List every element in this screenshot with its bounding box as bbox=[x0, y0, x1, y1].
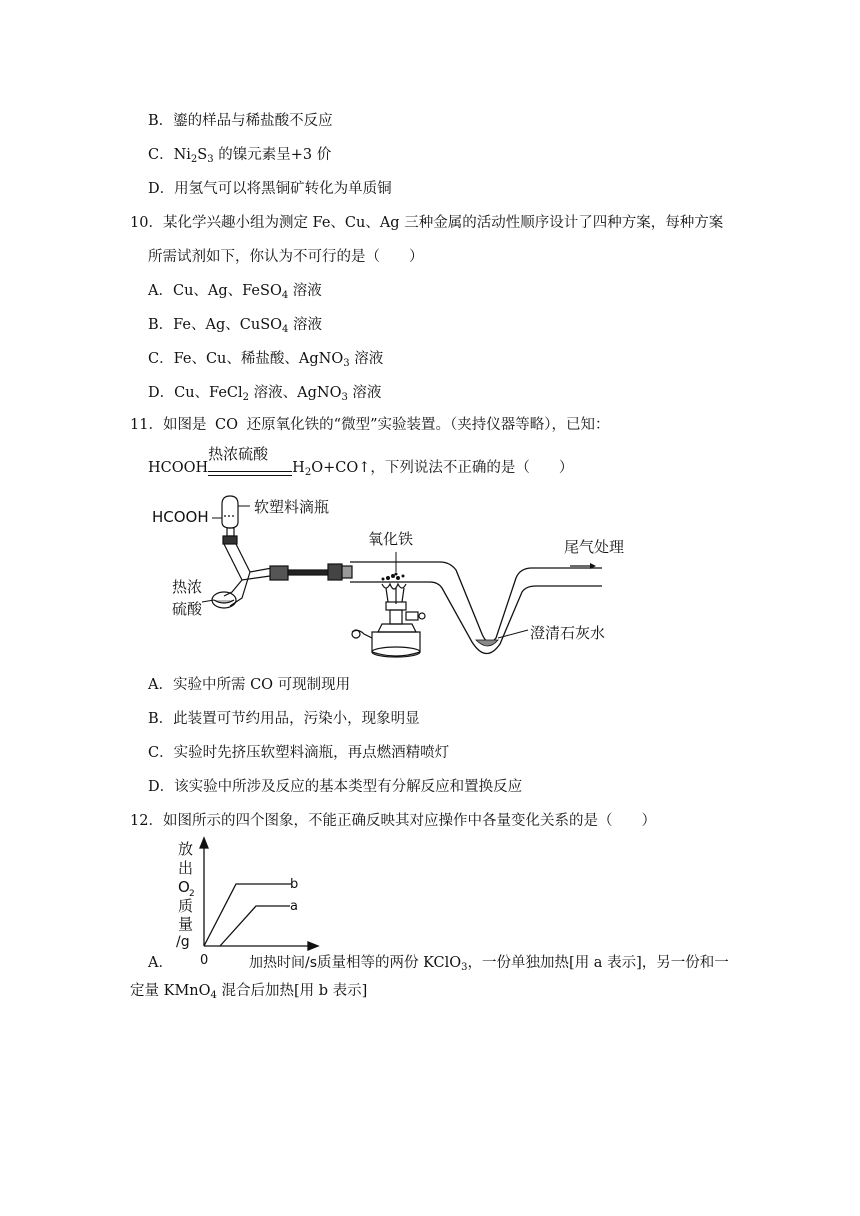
q12-option-a-line2: 定量 KMnO$_4$ 混合后加热[用 b 表示] bbox=[130, 983, 368, 1001]
graph-axes bbox=[200, 838, 318, 950]
series-a-line bbox=[220, 906, 290, 946]
label-limewater: 澄清石灰水 bbox=[530, 624, 606, 642]
series-b-label: b bbox=[290, 877, 299, 892]
label-hcooh: HCOOH bbox=[152, 508, 209, 526]
q11-option-d: D．该实验中所涉及反应的基本类型有分解反应和置换反应 bbox=[148, 779, 523, 795]
q12-option-a-line1: A． 加热时间/s质量相等的两份 KClO$_3$，一份单独加热[用 a 表示]，另一份和一 bbox=[148, 955, 729, 973]
rubber-connector bbox=[270, 564, 352, 580]
eq-reactant: HCOOH bbox=[148, 460, 209, 476]
iron-oxide-powder bbox=[382, 573, 405, 581]
label-dropper: 软塑料滴瓶 bbox=[254, 498, 330, 516]
limewater-pointer bbox=[498, 630, 528, 638]
label-tail-gas: 尾气处理 bbox=[564, 538, 625, 556]
soft-plastic-dropper-bottle bbox=[222, 496, 238, 536]
y-shaped-tube bbox=[212, 536, 272, 608]
q11-stem-line1: 11．如图是 CO 还原氧化铁的“微型”实验装置。（夹持仪器等略），已知： bbox=[130, 417, 610, 433]
label-fe2o3: 氧化铁 bbox=[368, 530, 414, 548]
o2-mass-vs-time-graph bbox=[170, 836, 320, 970]
y-label-char-3: O bbox=[178, 878, 190, 896]
origin-label: 0 bbox=[200, 953, 209, 968]
alcohol-spray-lamp bbox=[352, 584, 425, 657]
x-axis-label: 加热时间/s bbox=[248, 955, 317, 971]
y-label-char-2: 出 bbox=[178, 859, 194, 877]
y-label-char-1: 放 bbox=[178, 840, 194, 858]
y-label-unit: /g bbox=[176, 934, 190, 950]
limewater-liquid bbox=[476, 640, 498, 646]
series-a-label: a bbox=[290, 899, 298, 914]
y-label-subscript: 2 bbox=[189, 889, 195, 899]
q10-option-a: A．Cu、Ag、FeSO$_4$ 溶液 bbox=[148, 283, 322, 301]
q9-option-c: C．$Ni_2S_3$ 的镍元素呈+3 价 bbox=[148, 147, 332, 165]
q11-equation: HCOOH 热浓硫酸 $H_2O+CO↑$，下列说法不正确的是（ ） bbox=[148, 445, 574, 478]
label-acid-line1: 热浓 bbox=[172, 578, 203, 596]
q12-stem: 12．如图所示的四个图象，不能正确反映其对应操作中各量变化关系的是（ ） bbox=[130, 813, 656, 829]
y-label-char-5: 量 bbox=[178, 915, 194, 933]
q9-option-b: B．鎏的样品与稀盐酸不反应 bbox=[148, 113, 333, 129]
q9-option-d: D．用氢气可以将黑铜矿转化为单质铜 bbox=[148, 181, 392, 197]
q10-stem-line2: 所需试剂如下，你认为不可行的是（ ） bbox=[148, 249, 424, 265]
co-reduction-apparatus-diagram bbox=[150, 492, 640, 668]
q11-option-a: A．实验中所需 CO 可现制现用 bbox=[148, 677, 351, 693]
q12-option-a-label: A． bbox=[148, 955, 173, 971]
eq-double-line bbox=[208, 471, 292, 476]
q11-option-c: C．实验时先挤压软塑料滴瓶，再点燃酒精喷灯 bbox=[148, 745, 450, 761]
q10-option-d: D．Cu、FeCl$_2$ 溶液、AgNO$_3$ 溶液 bbox=[148, 385, 382, 403]
q10-stem-line1: 10．某化学兴趣小组为测定 Fe、Cu、Ag 三种金属的活动性顺序设计了四种方案，每种方案 bbox=[130, 215, 724, 231]
q11-option-b: B．此装置可节约用品，污染小，现象明显 bbox=[148, 711, 420, 727]
y-label-char-4: 质 bbox=[178, 897, 194, 915]
q10-option-c: C．Fe、Cu、稀盐酸、AgNO$_3$ 溶液 bbox=[148, 351, 384, 369]
q10-option-b: B．Fe、Ag、CuSO$_4$ 溶液 bbox=[148, 317, 322, 335]
label-acid-line2: 硫酸 bbox=[172, 600, 203, 618]
eq-condition: 热浓硫酸 bbox=[208, 458, 292, 478]
